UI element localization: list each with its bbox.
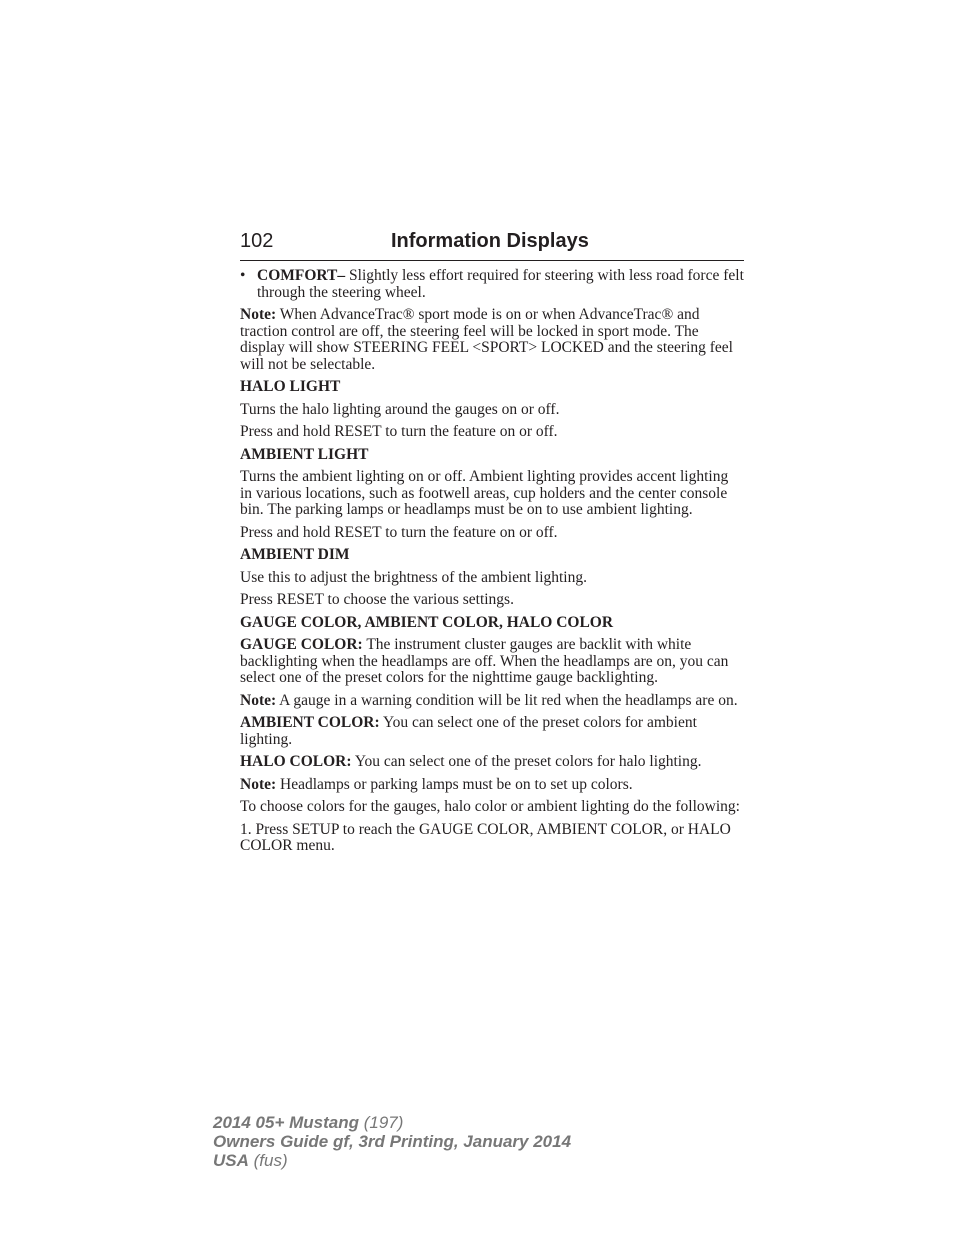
- page-header: [240, 228, 744, 261]
- note-text: When AdvanceTrac® sport mode is on or when AdvanceTrac® and traction control are off, the steering feel will be locked in sport mode. The display will show STEERING FEEL <SPORT> LOCKED and the steering feel will not be selectable.: [240, 306, 733, 373]
- footer-market-code: (fus): [248, 1151, 288, 1170]
- halo-color-label: HALO COLOR:: [240, 753, 352, 770]
- gauge-color-paragraph: [240, 637, 744, 687]
- footer-line-1: [213, 1113, 571, 1132]
- note-label: Note:: [240, 775, 277, 793]
- ambient-dim-paragraph-2: Press RESET to choose the various settings.: [240, 591, 514, 608]
- note-headlamps: [240, 777, 744, 794]
- ambient-color-label: AMBIENT COLOR:: [240, 714, 380, 731]
- ambient-color-text: You can select one of the preset colors for ambient lighting.: [240, 714, 697, 748]
- halo-light-paragraph-1: Turns the halo lighting around the gauges on or off.: [240, 400, 560, 418]
- footer-page-ref: (197): [359, 1113, 404, 1132]
- note-label: Note:: [240, 306, 277, 323]
- heading-colors: GAUGE COLOR, AMBIENT COLOR, HALO COLOR: [240, 613, 614, 631]
- note-text: Headlamps or parking lamps must be on to set up colors.: [276, 775, 633, 793]
- halo-light-paragraph-2: Press and hold RESET to turn the feature on or off.: [240, 423, 558, 440]
- comfort-text: Slightly less effort required for steering with less road force felt through the steering wheel.: [257, 267, 744, 301]
- gauge-color-label: GAUGE COLOR:: [240, 636, 363, 653]
- ambient-dim-paragraph-1: Use this to adjust the brightness of the ambient lighting.: [240, 568, 587, 586]
- note-label: Note:: [240, 691, 277, 709]
- page-number: 102: [240, 230, 274, 252]
- footer-model: 2014 05+ Mustang: [213, 1113, 359, 1132]
- bullet-dot-icon: •: [240, 267, 246, 284]
- ambient-color-paragraph: [240, 715, 744, 748]
- halo-color-text: You can select one of the preset colors for halo lighting.: [351, 753, 702, 770]
- halo-color-paragraph: [240, 754, 744, 771]
- section-title: Information Displays: [391, 230, 589, 252]
- footer-line-3: [213, 1151, 571, 1170]
- note-advancetrac: [240, 307, 744, 373]
- bullet-comfort: [240, 268, 744, 301]
- choose-colors-paragraph: To choose colors for the gauges, halo color or ambient lighting do the following:: [240, 798, 740, 815]
- note-text: A gauge in a warning condition will be lit red when the headlamps are on.: [276, 691, 738, 709]
- gauge-color-text: The instrument cluster gauges are backlit with white backlighting when the headlamps are off. When the headlamps are on, you can select one of the preset colors for the nighttime gauge backlighting.: [240, 636, 729, 686]
- step-1: 1. Press SETUP to reach the GAUGE COLOR, AMBIENT COLOR, or HALO COLOR menu.: [240, 820, 731, 854]
- page-content: [240, 268, 744, 861]
- heading-ambient-dim: AMBIENT DIM: [240, 546, 350, 563]
- footer-line-2: Owners Guide gf, 3rd Printing, January 2014: [213, 1132, 572, 1151]
- comfort-label: COMFORT–: [257, 267, 346, 284]
- page-footer: [213, 1113, 571, 1170]
- ambient-light-paragraph-1: Turns the ambient lighting on or off. Ambient lighting provides accent lighting in various locations, such as footwell areas, cup holders and the center console bin. The parking lamps or headlamps must be on to use ambient lighting.: [240, 468, 729, 518]
- heading-ambient-light: AMBIENT LIGHT: [240, 445, 369, 463]
- ambient-light-paragraph-2: Press and hold RESET to turn the feature on or off.: [240, 523, 558, 541]
- heading-halo-light: HALO LIGHT: [240, 378, 341, 395]
- note-gauge-warning: [240, 693, 744, 710]
- footer-market: USA: [213, 1151, 249, 1170]
